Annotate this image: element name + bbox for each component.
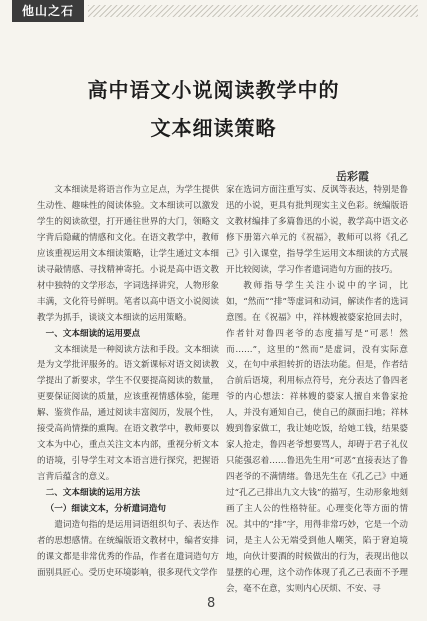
left-column xyxy=(37,183,219,582)
paragraph: 遣词造句指的是运用词语组织句子、表达作者的思想感情。在统编版语文教材中，编者安排的课文都是非常优秀的作品，作者在遣词造句方面别具匠心。受历史环境影响，很多现代文学作 xyxy=(37,520,219,578)
article-title-line1: 高中语文小说阅读教学中的 xyxy=(87,78,340,102)
article-author: 岳彩霞 xyxy=(336,170,369,183)
subsection-heading: （一）细读文本，分析遣词造句 xyxy=(45,504,166,515)
section-header xyxy=(12,0,420,22)
header-hatch-decoration xyxy=(88,5,418,17)
page-number: 8 xyxy=(207,596,216,611)
section-heading: 二、文本细读的运用方法 xyxy=(45,488,141,499)
right-column xyxy=(226,183,408,598)
section-heading: 一、文本细读的运用要点 xyxy=(45,328,141,339)
section-label: 他山之石 xyxy=(12,0,84,22)
paragraph: 文本细读是一种阅读方法和手段。文本细读是为文学批评服务的。语文新课标对语文阅读教学提出了新要求，学生不仅要提高阅读的数量，更要保证阅读的质量，应该重视情感体验，能理解、鉴赏作品，通过阅读丰富阅历，发展个性，接受高尚情操的熏陶。在语文教学中，教师要以文本为中心，重点关注文本内部，重视分析文本的语境，引导学生对文本语言进行探究，把握语言背后蕴含的意义。 xyxy=(37,344,219,483)
paragraph: 教师指导学生关注小说中的字词，比如，“然而”“排”等虚词和动词，解读作者的选词意图。在《祝福》中，祥林嫂被婆家抢回去时，作者针对鲁四老爷的态度描写是“可恶！然而……”，这里的“然而”是虚词，没有实际意义，在句中承担转折的语法功能。但是，作者结合前后语境，利用标点符号，充分表达了鲁四老爷的内心想法：祥林嫂的婆家人擅自来鲁家抢人，并没有通知自己，使自己的颜面扫地；祥林嫂到鲁家做工，我让她吃饭，给她工钱，结果婆家人抢走，鲁四老爷想要骂人，却碍于君子礼仪只能强忍着……鲁迅先生用“可恶”直接表达了鲁四老爷的不满情绪。鲁迅先生在《孔乙己》中通过“孔乙己排出九文大钱”的描写，生动形象地刻画了主人公的性格特征。心理变化等方面的情况。其中的“排”字，用得非常巧妙，它是一个动词，是主人公无端受到他人嘲笑，陷于窘迫境地，向伙计要酒的时候做出的行为，表现出他以显摆的心理，这个动作体现了孔乙己表面不予理会，毫不在意，实则内心厌烦、不安、寻 xyxy=(226,280,408,594)
paragraph-continued: 家在选词方面注重写实、反讽等表达，特别是鲁迅的小说，更具有批判现实主义色彩。统编版语文教材编排了多篇鲁迅的小说，教学高中语文必修下册第六单元的《祝福》，教师可以将《孔乙己》引入课堂，指导学生运用文本细读的方式展开比较阅读，学习作者遣词造句方面的技巧。 xyxy=(226,185,408,275)
paragraph: 文本细读是将语言作为立足点，为学生提供生动性、趣味性的阅读体验。文本细读可以激发学生的阅读欲望，打开通往世界的大门，领略文字背后隐藏的情感和文化。在语文教学中，教师应该重视运用文本细读策略，让学生通过文本细读寻敲情感、寻找精神寄托。小说是高中语文教材中独特的文学形态，字词选择讲究，人物形象丰满，文化符号鲜明。笔者以高中语文小说阅读教学为抓手，谈谈文本细读的运用策略。 xyxy=(37,185,219,323)
article-title-line2: 文本细读策略 xyxy=(150,116,277,140)
